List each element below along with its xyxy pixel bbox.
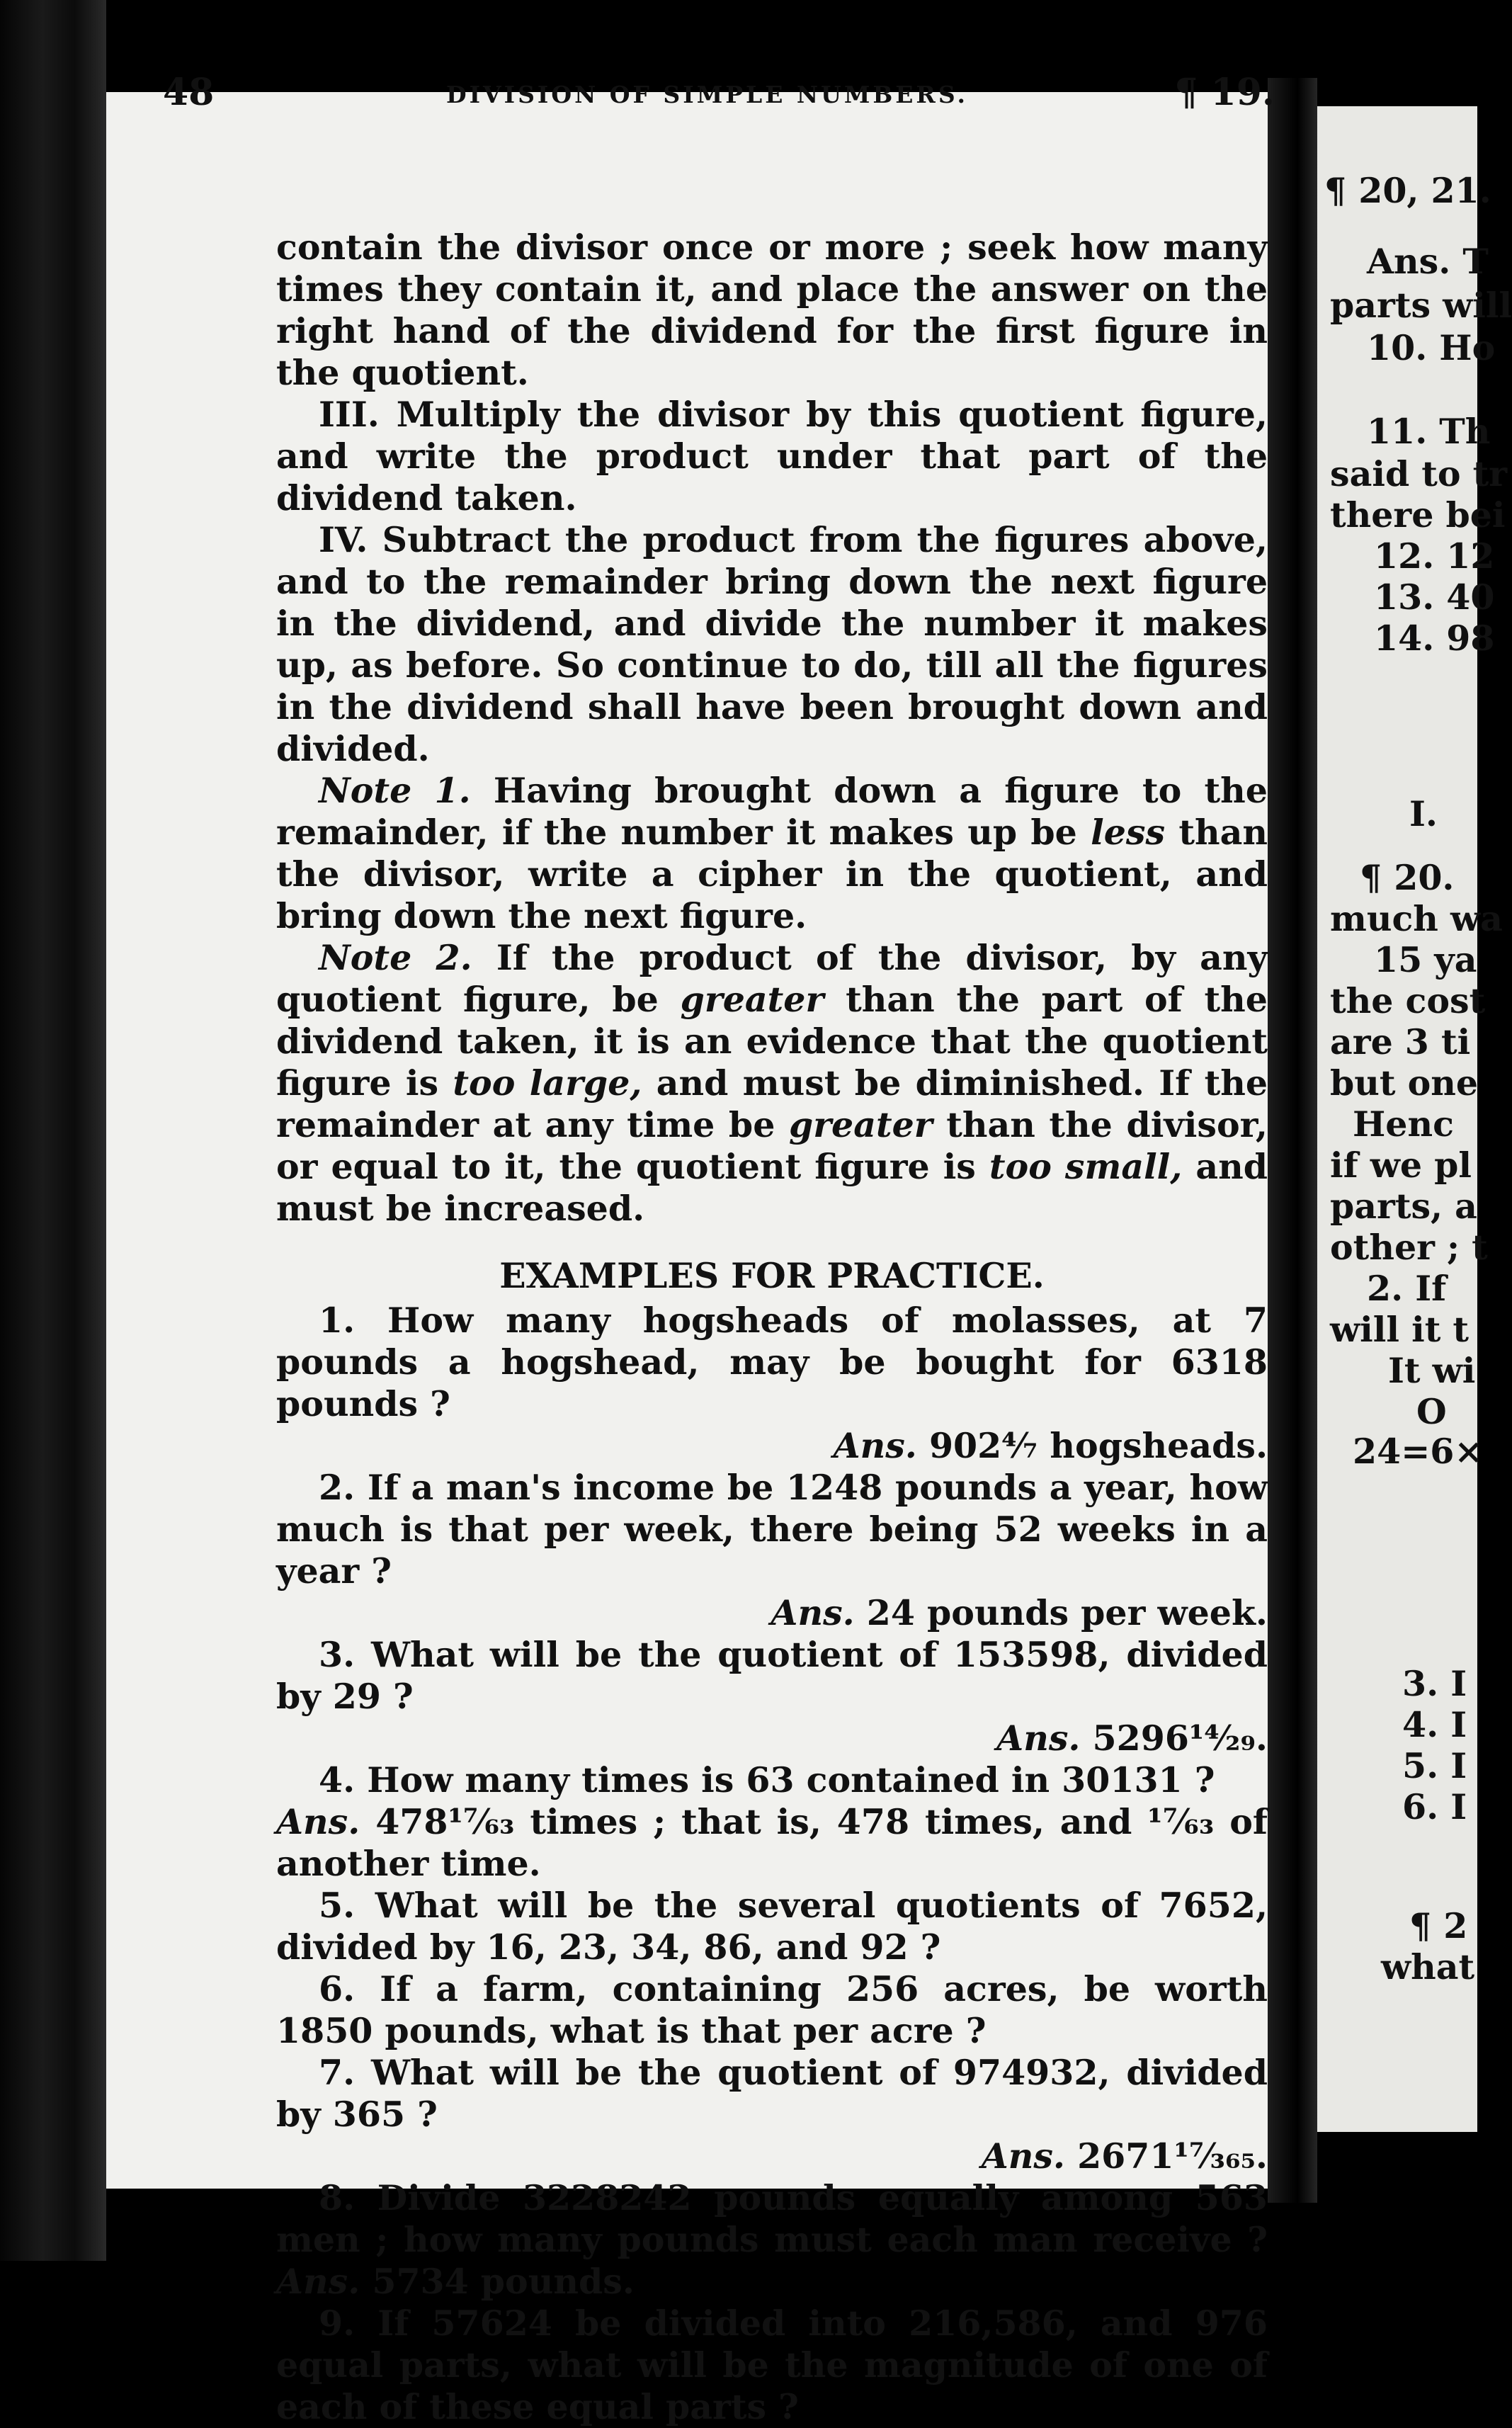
example-6: 6. If a farm, containing 256 acres, be worth 1850 pounds, what is that per acre ? (276, 1968, 1268, 2051)
book-binding (0, 0, 106, 2261)
example-4-answer (276, 1801, 1268, 1885)
answer-label: Ans. (276, 1801, 360, 1842)
answer-label: Ans. (771, 1592, 855, 1633)
answer-value: 478¹⁷⁄₆₃ times ; that is, 478 times, and ¹⁷⁄₆₃ of another time. (276, 1801, 1268, 1884)
right-fragment: 6. I (1402, 1786, 1467, 1827)
note-2-em-b: too large, (453, 1062, 642, 1104)
note-2-text-e: and must be increased. (276, 1146, 1268, 1229)
right-fragment: 15 ya (1374, 939, 1477, 980)
right-fragment: parts will (1330, 285, 1512, 326)
answer-value: 5296¹⁴⁄₂₉. (1092, 1718, 1268, 1759)
right-fragment: said to tr (1330, 453, 1508, 494)
right-fragment: are 3 ti (1330, 1021, 1471, 1062)
right-fragment: the cost (1330, 980, 1486, 1021)
page-body (276, 227, 1268, 2428)
answer-label: Ans. (833, 1425, 917, 1466)
examples-heading: EXAMPLES FOR PRACTICE. (499, 1255, 1045, 1296)
example-5: 5. What will be the several quotients of 7652, divided by 16, 23, 34, 86, and 92 ? (276, 1885, 1268, 1968)
example-2-answer (276, 1592, 1268, 1634)
example-2: 2. If a man's income be 1248 pounds a year, how much is that per week, there being 52 weeks in a year ? (276, 1467, 1268, 1592)
answer-label: Ans. (996, 1718, 1081, 1759)
right-fragment: 3. I (1402, 1663, 1467, 1704)
note-2-em-a: greater (680, 979, 824, 1020)
example-1-answer (276, 1425, 1268, 1467)
right-fragment: It wi (1388, 1350, 1476, 1391)
right-fragment: 4. I (1402, 1704, 1467, 1745)
right-fragment: I. (1409, 793, 1438, 834)
note-1 (276, 770, 1268, 937)
note-1-text-end: than the divisor, write a cipher in the quotient, and bring down the next figure. (276, 812, 1268, 936)
answer-label: Ans. (276, 2261, 360, 2302)
note-2-text-d: than the divisor, or equal to it, the quotient figure is (276, 1104, 1268, 1187)
example-9: 9. If 57624 be divided into 216,586, and 976 equal parts, what will be the magnitude of one of each of these equal parts ? (276, 2303, 1268, 2427)
right-fragment: 5. I (1402, 1745, 1467, 1786)
right-fragment: 13. 40 (1374, 577, 1495, 618)
example-8-question: 8. Divide 3228242 pounds equally among 563 men ; how many pounds must each man receive ? (276, 2177, 1268, 2260)
right-fragment: will it t (1330, 1309, 1470, 1350)
rule-iv: IV. Subtract the product from the figures above, and to the remainder bring down the next figure in the dividend, and divide the number it makes up, as before. So continue to do, till all the figures in the dividend shall have been brought down and divided. (276, 519, 1268, 769)
running-title: DIVISION OF SIMPLE NUMBERS. (446, 81, 968, 108)
right-fragment: Ans. T (1367, 241, 1489, 282)
right-fragment: there bei (1330, 494, 1506, 535)
right-fragment: other ; t (1330, 1227, 1488, 1268)
example-7-answer (276, 2135, 1268, 2177)
section-mark: ¶ 19. (1174, 71, 1275, 114)
right-fragment: 24=6× (1353, 1431, 1484, 1472)
page-header (163, 71, 1275, 120)
right-fragment: ¶ 20. (1360, 857, 1455, 898)
answer-value: 2671¹⁷⁄₃₆₅. (1077, 2135, 1268, 2177)
example-1: 1. How many hogsheads of molasses, at 7 pounds a hogshead, may be bought for 6318 pounds ? (276, 1300, 1268, 1424)
note-1-label: Note 1. (319, 770, 471, 811)
note-2-text-c: and must be diminished. If the remainder at any time be (276, 1062, 1268, 1145)
right-fragment: if we pl (1330, 1145, 1472, 1186)
right-fragment: much wa (1330, 898, 1503, 939)
page-number: 48 (163, 71, 215, 114)
answer-value: 5734 pounds. (372, 2261, 635, 2302)
note-2-text-a: If the product of the divisor, by any quotient figure, be (276, 937, 1268, 1020)
right-fragment: 14. 98 (1374, 618, 1495, 659)
example-8 (276, 2177, 1268, 2303)
right-fragment: 10. Ho (1367, 327, 1496, 368)
right-fragment: what (1381, 1946, 1475, 1987)
right-fragment: 11. Th (1367, 411, 1491, 452)
note-2-label: Note 2. (319, 937, 472, 978)
note-2-text-b: than the part of the dividend taken, it is an evidence that the quotient figure is (276, 979, 1268, 1104)
example-7: 7. What will be the quotient of 974932, divided by 365 ? (276, 2052, 1268, 2135)
right-fragment: but one (1330, 1062, 1479, 1104)
answer-label: Ans. (981, 2135, 1065, 2177)
right-fragment: parts, a (1330, 1186, 1477, 1227)
answer-value: 902⁴⁄₇ hogsheads. (928, 1425, 1268, 1466)
example-3-answer (276, 1718, 1268, 1759)
right-fragment: Henc (1353, 1104, 1454, 1145)
right-fragment: ¶ 20, 21. (1324, 170, 1491, 211)
note-1-text: Having brought down a figure to the remainder, if the number it makes up be (276, 770, 1268, 853)
note-2-em-c: greater (788, 1104, 933, 1145)
right-fragment: ¶ 2 (1409, 1905, 1468, 1946)
example-3: 3. What will be the quotient of 153598, divided by 29 ? (276, 1634, 1268, 1717)
right-fragment: O (1416, 1391, 1447, 1432)
book-gutter (1268, 78, 1317, 2203)
rule-iii: III. Multiply the divisor by this quotient figure, and write the product under that part of the dividend taken. (276, 394, 1268, 518)
note-1-emphasis: less (1091, 812, 1166, 853)
answer-value: 24 pounds per week. (866, 1592, 1268, 1633)
note-2-em-d: too small, (989, 1146, 1183, 1187)
right-fragment: 2. If (1367, 1268, 1447, 1309)
right-fragment: 12. 12 (1374, 535, 1495, 577)
rule-continuation: contain the divisor once or more ; seek how many times they contain it, and place the answer on the right hand of the dividend for the first figure in the quotient. (276, 227, 1268, 393)
note-2 (276, 937, 1268, 1230)
example-4: 4. How many times is 63 contained in 30131 ? (319, 1759, 1215, 1800)
